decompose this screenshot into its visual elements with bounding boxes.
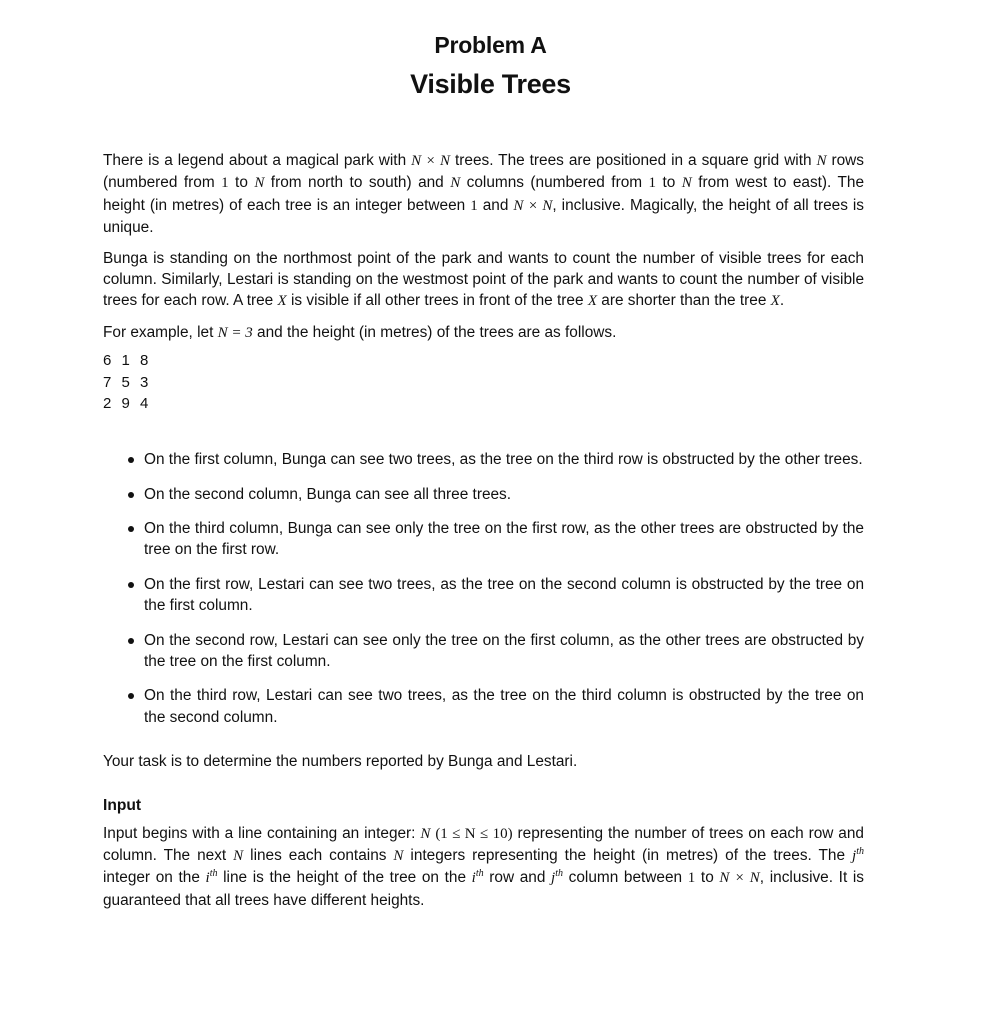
example-explanation-list — [103, 449, 864, 728]
text-run: from west to east). The height (in metres) of each tree is an integer between — [103, 174, 865, 214]
text-run: , inclusive. It is guaranteed that all trees have different heights. — [103, 869, 864, 909]
input-paragraph — [103, 823, 864, 912]
math-run: X — [277, 293, 287, 310]
text-run: is visible if all other trees in front of the tree — [286, 292, 588, 310]
list-item-text: On the first row, Lestari can see two trees, as the tree on the second column is obstructed by the tree on the first column. — [144, 575, 864, 615]
math-run: N — [233, 848, 244, 865]
math-run: j — [852, 848, 857, 865]
list-item — [103, 630, 864, 673]
text-run: . — [779, 292, 785, 310]
task-paragraph: Your task is to determine the numbers reported by Bunga and Lestari. — [103, 753, 578, 771]
math-superscript: th — [555, 868, 563, 880]
text-run: and — [477, 196, 514, 214]
text-run: Bunga is standing on the northmost point of the park and wants to count the number of visible trees for each column. Similarly, Lestari is standing on the westmost point of the park and wants to count the number of visible trees for each row. A tree — [103, 249, 864, 310]
visibility-paragraph — [103, 248, 864, 313]
math-run: N × N — [411, 153, 451, 169]
math-run: X — [770, 293, 780, 310]
input-heading: Input — [103, 796, 142, 814]
math-run: N — [420, 825, 431, 842]
math-run: N — [816, 153, 827, 169]
list-item-text: On the second row, Lestari can see only the tree on the first column, as the other trees are obstructed by the tree on the first column. — [144, 631, 864, 670]
text-run: to — [656, 174, 682, 192]
math-run: N × N — [513, 197, 553, 214]
text-run: rows (numbered from — [103, 152, 864, 192]
grid-row — [103, 372, 864, 393]
bullet-dot-icon — [128, 457, 134, 463]
math-run: X — [587, 293, 597, 310]
text-run: and the height (in metres) of the trees are as follows. — [252, 323, 617, 341]
text-run: lines each contains — [243, 847, 394, 865]
text-run: columns (numbered from — [460, 174, 649, 192]
example-grid — [103, 350, 864, 414]
problem-statement — [103, 150, 864, 920]
math-run: 1 — [221, 175, 229, 192]
text-run: representing the number of trees on each row and column. The next — [103, 824, 864, 865]
math-run: 1 — [470, 197, 478, 214]
math-run: 1 — [687, 870, 696, 887]
grid-cell: 7 — [103, 373, 112, 391]
list-item-text: On the second column, Bunga can see all three trees. — [144, 485, 512, 503]
grid-row — [103, 350, 864, 371]
bullet-dot-icon — [128, 526, 134, 532]
math-run: i — [471, 870, 476, 887]
bullet-dot-icon — [128, 582, 134, 588]
math-run: N × N — [719, 870, 760, 887]
text-run: For example, let — [103, 323, 218, 341]
list-item — [103, 518, 864, 561]
math-run: N — [450, 175, 461, 192]
math-superscript: th — [856, 846, 864, 858]
intro-paragraph — [103, 150, 864, 239]
grid-cell: 8 — [140, 352, 149, 370]
bullet-dot-icon — [128, 693, 134, 699]
text-run: line is the height of the tree on the — [217, 869, 472, 887]
grid-cell: 1 — [121, 352, 130, 370]
math-run: N = 3 — [217, 324, 253, 341]
grid-cell: 9 — [121, 394, 130, 412]
text-run: column between — [563, 869, 688, 887]
bullet-dot-icon — [128, 638, 134, 644]
list-item — [103, 685, 864, 728]
list-item-text: On the third row, Lestari can see two trees, as the tree on the third column is obstructed by the tree on the second column. — [144, 687, 864, 726]
grid-row — [103, 393, 864, 414]
grid-cell: 6 — [103, 352, 112, 370]
math-superscript: th — [209, 868, 218, 880]
math-superscript: th — [475, 868, 484, 880]
math-run: 1 — [648, 175, 657, 192]
bullet-dot-icon — [128, 492, 134, 498]
text-run: integer on the — [103, 869, 206, 887]
grid-cell: 2 — [103, 394, 112, 412]
text-run: from north to south) and — [264, 174, 451, 192]
text-run: Input begins with a line containing an integer: — [103, 824, 421, 842]
math-run: N — [681, 175, 692, 192]
example-paragraph — [103, 322, 864, 344]
math-run: N — [393, 848, 404, 865]
list-item — [103, 574, 864, 617]
problem-title: Visible Trees — [410, 69, 571, 99]
grid-cell: 3 — [140, 373, 149, 391]
text-run: to — [695, 869, 720, 887]
list-item-text: On the first column, Bunga can see two trees, as the tree on the third row is obstructed by the other trees. — [144, 451, 863, 469]
text-run: There is a legend about a magical park with — [103, 152, 412, 169]
math-run: i — [205, 870, 210, 887]
text-run: trees. The trees are positioned in a square grid with — [450, 152, 817, 169]
list-item-text: On the third column, Bunga can see only the tree on the first row, as the other trees are obstructed by the tree on the first row. — [144, 519, 864, 559]
list-item — [103, 484, 864, 505]
math-run: (1 ≤ N ≤ 10) — [435, 825, 513, 842]
math-run: N — [254, 175, 265, 192]
text-run: integers representing the height (in metres) of the trees. The — [403, 847, 853, 865]
text-run: , inclusive. Magically, the height of all trees is unique. — [103, 196, 864, 237]
text-run: to — [228, 174, 255, 192]
grid-cell: 5 — [121, 373, 130, 391]
math-run: j — [551, 870, 556, 887]
grid-cell: 4 — [140, 394, 149, 412]
text-run: are shorter than the tree — [597, 292, 771, 310]
list-item — [103, 449, 864, 470]
text-run: row and — [483, 869, 552, 887]
problem-label: Problem A — [434, 32, 547, 58]
